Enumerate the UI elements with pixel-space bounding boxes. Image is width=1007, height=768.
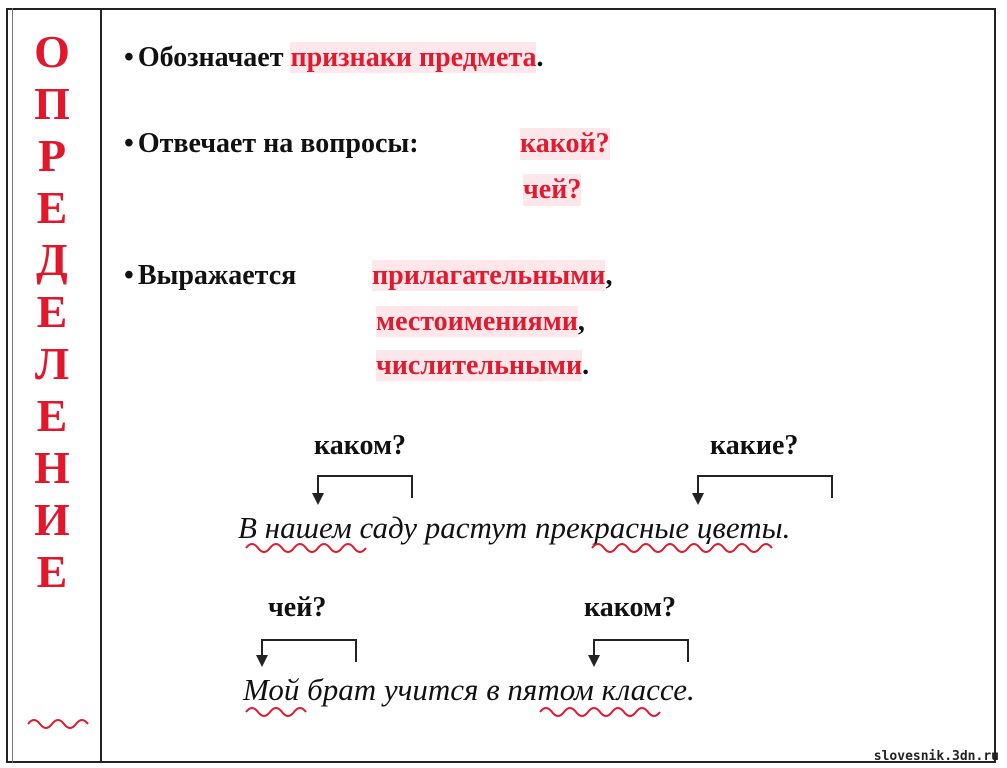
title-letter: Д	[36, 234, 68, 285]
wavy-underline	[540, 708, 660, 716]
example1-question-left: каком?	[314, 430, 407, 461]
arrow-head	[312, 493, 324, 505]
wavy-underline	[246, 708, 306, 716]
arrow-head	[256, 655, 268, 667]
example2-sentence: Мой брат учится в пятом классе.	[243, 672, 695, 707]
example2-question-left: чей?	[268, 592, 327, 623]
line3-text: Выражается	[137, 260, 297, 291]
example1-sentence: В нашем саду растут прекрасные цветы.	[238, 510, 791, 545]
period: .	[582, 350, 590, 381]
title-letter: О	[34, 26, 70, 77]
line2-text: Отвечает на вопросы:	[137, 128, 419, 159]
title-letter: Н	[34, 442, 70, 493]
title-letter: И	[34, 494, 70, 545]
example2-question-right: каком?	[584, 592, 677, 623]
expr-numerals-text: числительными	[376, 350, 583, 381]
line1-term: признаки предмета	[290, 42, 537, 73]
comma: ,	[577, 306, 585, 337]
line1-end: .	[536, 42, 544, 73]
arrow-head	[588, 655, 600, 667]
example1-question-right: какие?	[710, 430, 799, 461]
title-letter: Е	[36, 286, 68, 337]
wavy-underline	[246, 544, 366, 552]
wavy-underline	[592, 544, 772, 552]
title-letter: Е	[36, 390, 68, 441]
title-letter: Е	[36, 546, 68, 597]
watermark: slovesnik.3dn.ru	[873, 749, 999, 764]
arrow-connector	[262, 640, 356, 662]
title-letter: Е	[36, 182, 68, 233]
arrow-connector	[594, 640, 688, 662]
arrow-connector	[698, 476, 832, 498]
bullet: •	[124, 42, 134, 73]
question-kakoy: какой?	[520, 128, 610, 159]
title-letter: П	[34, 78, 70, 129]
question-chey: чей?	[523, 174, 582, 205]
expr-adjectives-text: прилагательными	[372, 260, 606, 291]
title-letter: Л	[34, 338, 70, 389]
wavy-underline	[28, 720, 88, 728]
comma: ,	[605, 260, 613, 291]
title-letter: Р	[37, 130, 67, 181]
expr-pronouns-text: местоимениями	[376, 306, 578, 337]
arrow-connector	[318, 476, 412, 498]
arrow-head	[692, 493, 704, 505]
bullet: •	[124, 128, 134, 159]
line1-text: Обозначает	[137, 42, 291, 73]
bullet: •	[124, 260, 134, 291]
